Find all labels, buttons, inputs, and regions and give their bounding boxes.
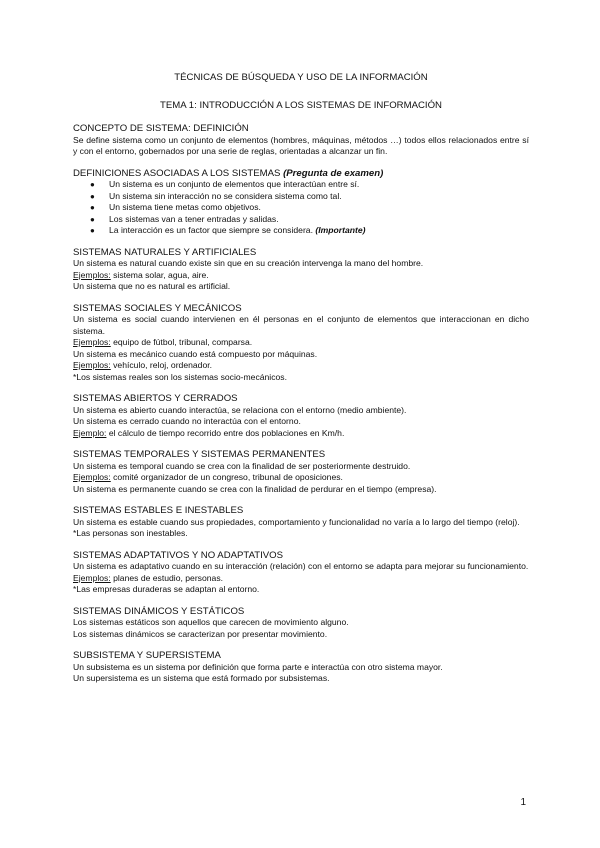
list-item-text: Un sistema tiene metas como objetivos. [109, 202, 261, 212]
example-text: equipo de fútbol, tribunal, comparsa. [110, 337, 253, 347]
list-item [73, 202, 529, 214]
example-label: Ejemplos: [73, 337, 111, 347]
exam-note: (Pregunta de examen) [283, 167, 384, 179]
example-text: vehículo, reloj, ordenador. [110, 360, 213, 370]
section-heading: SISTEMAS ABIERTOS Y CERRADOS [73, 393, 238, 404]
list-item-text: Un sistema es un conjunto de elementos que interactúan entre sí. [109, 179, 360, 189]
example-text: comité organizador de un congreso, tribunal de oposiciones. [110, 472, 343, 482]
bullet-icon: ● [90, 226, 95, 235]
heading-text: DEFINICIONES ASOCIADAS A LOS SISTEMAS [73, 167, 281, 179]
section-heading: SISTEMAS SOCIALES Y MECÁNICOS [73, 302, 242, 314]
example-label: Ejemplos: [73, 360, 111, 370]
example-label: Ejemplos: [73, 472, 111, 482]
bullet-icon: ● [90, 180, 95, 189]
list-item [73, 225, 529, 237]
bullet-icon: ● [90, 203, 95, 212]
paragraph: Un sistema es social cuando intervienen en él personas en el conjunto de elementos que interaccionan en dicho sistema. [73, 314, 529, 336]
paragraph: Un sistema es mecánico cuando está compuesto por máquinas. [73, 348, 318, 359]
example-text: el cálculo de tiempo recorrido entre dos poblaciones en Km/h. [106, 427, 345, 438]
paragraph: Un supersistema es un sistema que está formado por subsistemas. [73, 673, 330, 683]
bullet-icon: ● [90, 191, 95, 201]
list-item-text: Un sistema sin interacción no se considera sistema como tal. [109, 190, 342, 201]
section-definiciones [73, 168, 529, 237]
example-label: Ejemplos: [73, 572, 111, 583]
example-line [73, 428, 529, 440]
section-dinamicos [73, 606, 529, 641]
section-heading [73, 168, 529, 180]
paragraph: Un sistema es estable cuando sus propiedades, comportamiento y funcionalidad no varía a lo largo del tiempo (reloj). [73, 516, 520, 527]
bullet-icon: ● [90, 214, 95, 224]
definitions-list [73, 179, 529, 237]
section-sociales [73, 303, 529, 384]
section-heading: SISTEMAS DINÁMICOS Y ESTÁTICOS [73, 605, 245, 617]
paragraph: Un sistema que no es natural es artificial. [73, 281, 231, 291]
paragraph: Un sistema es adaptativo cuando en su interacción (relación) con el entorno se adapta para mejorar su funcionamiento. [73, 561, 529, 571]
section-heading: SISTEMAS TEMPORALES Y SISTEMAS PERMANENTES [73, 449, 326, 460]
list-item-text: La interacción es un factor que siempre se considera. [109, 225, 313, 235]
paragraph: *Las personas son inestables. [73, 528, 188, 538]
paragraph: Los sistemas dinámicos se caracterizan por presentar movimiento. [73, 628, 328, 639]
example-line [73, 360, 529, 372]
list-item-text: Los sistemas van a tener entradas y salidas. [109, 213, 279, 224]
page-number: 1 [520, 797, 526, 808]
example-line [73, 472, 529, 484]
paragraph: Los sistemas estáticos son aquellos que carecen de movimiento alguno. [73, 617, 349, 627]
section-concepto [73, 123, 529, 158]
section-heading: CONCEPTO DE SISTEMA: DEFINICIÓN [73, 123, 249, 134]
section-heading: SISTEMAS NATURALES Y ARTIFICIALES [73, 246, 257, 258]
paragraph: Se define sistema como un conjunto de elementos (hombres, máquinas, métodos …) todos ellos relacionados entre sí y con el entorno, gobernados por una serie de reglas, orientadas a alcanzar un fin. [73, 134, 529, 156]
example-line [73, 337, 529, 349]
paragraph: Un subsistema es un sistema por definición que forma parte e interactúa con otro sistema mayor. [73, 661, 443, 672]
section-heading: SISTEMAS ESTABLES E INESTABLES [73, 505, 244, 516]
paragraph: Un sistema es abierto cuando interactúa, se relaciona con el entorno (medio ambiente). [73, 404, 407, 415]
example-text: planes de estudio, personas. [110, 572, 224, 583]
section-temporales [73, 449, 529, 495]
section-estables [73, 505, 529, 540]
document-title: TÉCNICAS DE BÚSQUEDA Y USO DE LA INFORMACIÓN [174, 72, 428, 83]
document-subtitle: TEMA 1: INTRODUCCIÓN A LOS SISTEMAS DE INFORMACIÓN [160, 100, 442, 111]
section-subsistema [73, 650, 529, 685]
section-abiertos [73, 393, 529, 439]
section-heading: SUBSISTEMA Y SUPERSISTEMA [73, 650, 221, 661]
document-page [73, 68, 529, 685]
paragraph: Un sistema es permanente cuando se crea con la finalidad de perdurar en el tiempo (empresa). [73, 483, 437, 494]
list-item [73, 179, 529, 191]
list-item [73, 191, 529, 203]
paragraph: *Los sistemas reales son los sistemas socio-mecánicos. [73, 371, 287, 382]
example-label: Ejemplos: [73, 269, 111, 280]
paragraph: Un sistema es cerrado cuando no interactúa con el entorno. [73, 416, 301, 426]
paragraph: Un sistema es natural cuando existe sin que en su creación intervenga la mano del hombre. [73, 258, 424, 268]
important-note: (Importante) [315, 225, 366, 235]
list-item [73, 214, 529, 226]
example-label: Ejemplo: [73, 427, 107, 438]
section-adaptativos [73, 550, 529, 596]
example-line [73, 573, 529, 585]
section-heading: SISTEMAS ADAPTATIVOS Y NO ADAPTATIVOS [73, 549, 284, 561]
paragraph: *Las empresas duraderas se adaptan al entorno. [73, 584, 260, 594]
paragraph: Un sistema es temporal cuando se crea con la finalidad de ser posteriormente destruido. [73, 460, 411, 471]
section-naturales [73, 247, 529, 293]
example-text: sistema solar, agua, aire. [110, 269, 209, 280]
example-line [73, 270, 529, 282]
